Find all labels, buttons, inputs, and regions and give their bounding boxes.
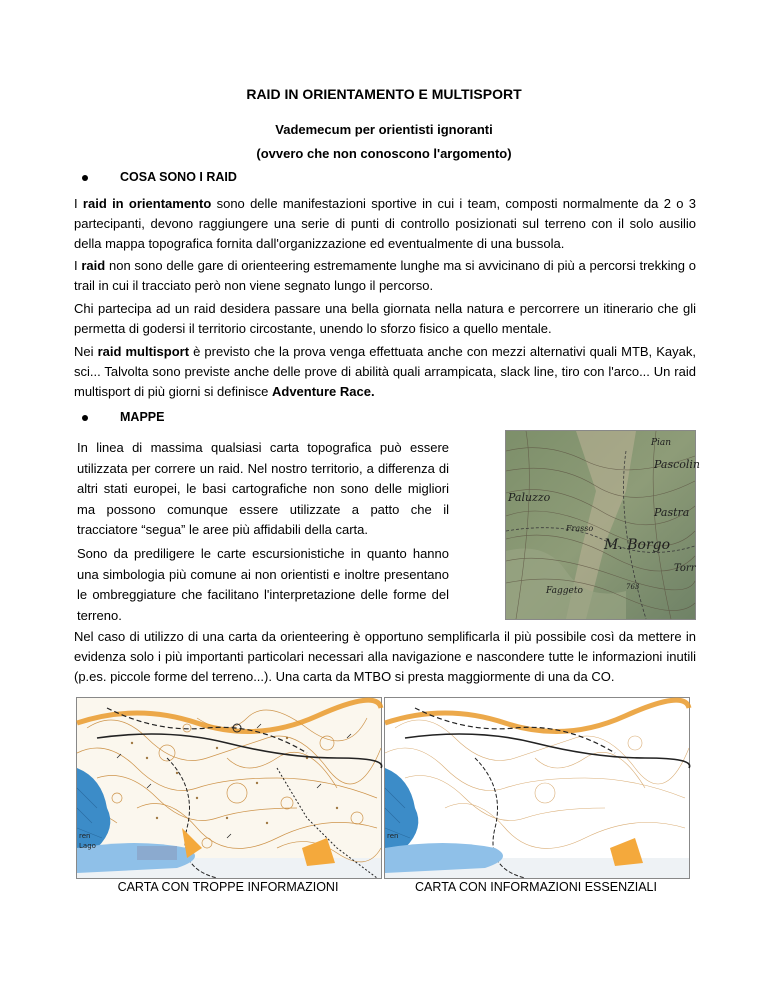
map-label: Frasso: [566, 524, 594, 533]
bullet-icon: [82, 175, 88, 181]
map-label-lake: Lago: [79, 842, 96, 850]
map-label: Pascolin: [654, 458, 701, 471]
paragraph-raid-participants: Chi partecipa ad un raid desidera passare una bella giornata nella natura e percorrere un itinerario che gli permetta di godersi il territorio circostante, unendo lo sforzo fisico a quello mentale.: [74, 301, 696, 336]
map-label: Pastra: [654, 506, 690, 519]
paragraph-hiking-maps: Sono da prediligere le carte escursionistiche in quanto hanno una simbologia più comune ai non orientisti e inoltre presentano le ombreggiature che facilitano l'interpretazione delle forme del terreno.: [77, 546, 449, 623]
paragraph-multisport: Nei raid multisport è previsto che la prova venga effettuata anche con mezzi alternativi quali MTB, Kayak, sci... Talvolta sono previste anche delle prove di abilità quali arrampicata, slack line, tiro con l'arco... Un raid multisport di più giorni si definisce Adventure Race.: [74, 344, 696, 399]
orienteering-map-essential: [384, 697, 690, 879]
paragraph-raid-vs-orienteering: I raid non sono delle gare di orienteering estremamente lunghe ma si avvicinano di più a percorsi trekking o trail in cui il tracciato però non viene segnato lungo il percorso.: [74, 258, 696, 293]
paragraph-orienteering-maps: Nel caso di utilizzo di una carta da orienteering è opportuno semplificarla il più possibile così da mettere in evidenza solo i più importanti particolari necessari alla navigazione e nascondere tutte le informazioni inutili (p.es. piccole forme del terreno...). Una carta da MTBO si presta maggiormente di una da CO.: [74, 629, 696, 684]
map-label: ren: [387, 832, 399, 840]
bullet-icon: [82, 415, 88, 421]
document-subtitle-note: (ovvero che non conoscono l'argomento): [256, 146, 512, 161]
document-title: RAID IN ORIENTAMENTO E MULTISPORT: [246, 86, 522, 102]
section-heading-label: COSA SONO I RAID: [120, 170, 237, 184]
map-label: 763: [626, 583, 640, 591]
section-heading-mappe: [88, 410, 164, 424]
section-heading-label: MAPPE: [120, 410, 165, 424]
paragraph-topo-maps: In linea di massima qualsiasi carta topografica può essere utilizzata per correre un raid. Nel nostro territorio, a differenza di altri stati europei, le basi cartografiche non sono delle migliori ma possono comunque essere utilizzate a patto che il tracciatore “segua” le aree più affidabili della carta.: [77, 440, 449, 537]
caption-essential-map: CARTA CON INFORMAZIONI ESSENZIALI: [415, 880, 657, 894]
map-label: ren: [79, 832, 91, 840]
map-label: Paluzzo: [508, 491, 551, 504]
paragraph-raid-definition: I raid in orientamento sono delle manifestazioni sportive in cui i team, composti normalmente da 2 o 3 partecipanti, devono raggiungere una serie di punti di controllo posizionati sul terreno con il solo ausilio della mappa topografica fornita dall'organizzazione ed eventualmente di una bussola.: [74, 196, 696, 251]
map-label: Pian: [651, 438, 672, 448]
map-label: M. Borgo: [604, 537, 671, 553]
caption-detailed-map: CARTA CON TROPPE INFORMAZIONI: [117, 880, 339, 894]
map-label: Faggeto: [546, 586, 583, 596]
document-subtitle: Vademecum per orientisti ignoranti: [275, 122, 493, 137]
topographic-map-image: [505, 430, 701, 620]
orienteering-map-detailed: [76, 697, 382, 879]
section-heading-raid: [88, 170, 237, 184]
map-label: Torr: [674, 563, 696, 574]
